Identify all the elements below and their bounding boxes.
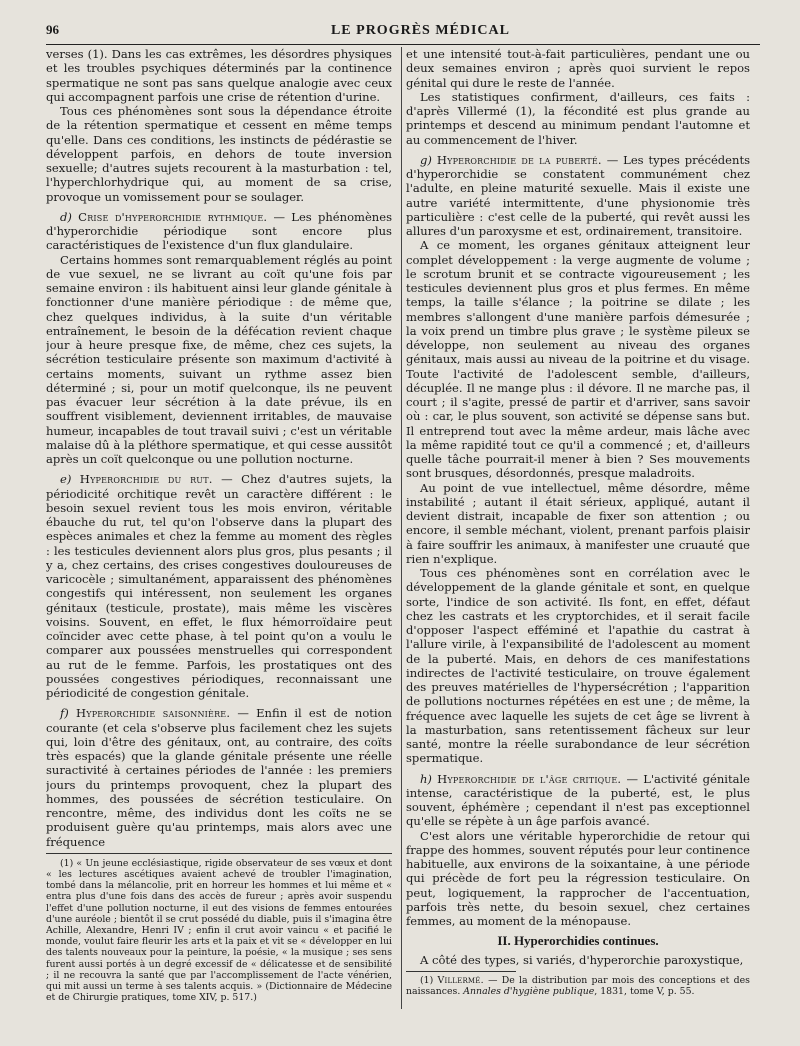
right-column <box>398 47 750 1003</box>
section-label: e) <box>60 472 72 487</box>
page-header <box>46 22 760 40</box>
page-number: 96 <box>46 22 59 37</box>
section-label: f) <box>60 706 69 721</box>
footnote-right <box>406 975 750 997</box>
running-title: LE PROGRÈS MÉDICAL <box>330 23 510 38</box>
footnote-rule <box>406 971 516 972</box>
section-text: — L'activité génitale intense, caractéristique de la puberté, est, le plus souvent, éphémère ; cependant il n'est pas exceptionnel qu'elle se répète à un âge parfois avancé. <box>406 771 750 829</box>
section-text: — Les phénomènes d'hyperorchidie périodique sont encore plus caractéristiques de l'existence d'un flux glandulaire. <box>46 209 393 253</box>
column-divider <box>401 47 402 1009</box>
left-column <box>46 47 398 1003</box>
footnote-rule <box>46 853 392 854</box>
section-heading-g: Hyperorchidie de la puberté. <box>436 152 602 167</box>
paragraph: Certains hommes sont remarquablement réglés au point de vue sexuel, ne se livrant au coït qu'une fois par semaine environ : ils habituent ainsi leur glande génitale à fonctionner d'une manière périodique : de même que, chez quelques individus, à la suite d'un véritable entraînement, le besoin de la défécation revient chaque jour à heure presque fixe, de même, chez ces sujets, la sécrétion testiculaire présente son maximum d'activité à certains moments, suivant un rythme assez bien déterminé ; si, pour un motif quelconque, ils ne peuvent pas évacuer leur sécrétion à la date prévue, ils en souffrent visiblement, deviennent irritables, de mauvaise humeur, incapables de tout travail suivi ; c'est un véritable malaise dû à la pléthore spermatique, et qui cesse aussitôt après un coït quelconque ou une pollution nocturne. <box>46 252 392 466</box>
paragraph: C'est alors une véritable hyperorchidie de retour qui frappe des hommes, souvent réputés pour leur continence habituelle, aux environs de la soixantaine, à une période qui précède de fort peu la régression testiculaire. On peut, logiquement, la rapprocher de l'accentuation, parfois très nette, du besoin sexuel, chez certaines femmes, au moment de la ménopause. <box>406 828 750 928</box>
section-d <box>46 210 392 253</box>
section-heading-h: Hyperorchidie de l'âge critique. <box>437 771 622 786</box>
footnote-text: — De la distribution par mois des conceptions et des naissances. <box>406 974 750 997</box>
header-rule <box>46 44 760 45</box>
paragraph: A côté des types, si variés, d'hyperorchie paroxystique, <box>420 952 744 967</box>
footnote-ref: , 1831, tome V, p. 55. <box>594 985 695 997</box>
section-e <box>46 472 392 700</box>
section-heading-e: Hyperorchidie du rut. <box>79 472 213 487</box>
paragraph: verses (1). Dans les cas extrêmes, les désordres physiques et les troubles psychiques déterminés par la continence spermatique ne sont pas sans quelque analogie avec ceux qui accompagnent parfois une crise de rétention d'urine. <box>46 47 392 104</box>
section-text: — Enfin il est de notion courante (et cela s'observe plus facilement chez les sujets qui, loin d'être des génitaux, ont, au contraire, des coïts très espacés) que la glande génitale présente une réelle suractivité à certaines périodes de l'année : les premiers jours du printemps provoquent, chez la plupart des hommes, des poussées de sécrétion testiculaire. On rencontre, même, des individus dont les coïts ne se produisent guère qu'au printemps, mais alors avec une fréquence <box>46 706 392 849</box>
footnote-left: (1) « Un jeune ecclésiastique, rigide observateur de ses vœux et dont « les lectures ascétiques avaient achevé de troubler l'imagination, tombé dans la mélancolie, prit en horreur les hommes et lui même et « entra plus d'une fois dans des accès de fureur ; après avoir suspendu l'effet d'une pollution nocturne, il eut des visions de femmes entourées d'une auréole ; bientôt il se crut possédé du diable, puis il s'imagina être Achille, Alexandre, Henri IV ; enfin il crut avoir vaincu « et pacifié le monde, voulut faire fleurir les arts et la paix et vit se « développer en lui des talents nouveaux pour la peinture, la poésie, « la musique ; ses sens furent aussi portés à un degré excessif de « délicatesse et de sensibilité ; il ne recouvra la santé que par l'accomplissement de l'acte vénérien, qui mit aussi un terme à ses talents acquis. » (Dictionnaire de Médecine et de Chirurgie pratiques, tome XIV, p. 517.) <box>46 857 392 1004</box>
section-label: g) <box>420 152 432 167</box>
footnote-author: Villermé. <box>437 974 484 986</box>
section-heading-d: Crise d'hyperorchidie rythmique. <box>78 209 268 224</box>
section-f <box>46 706 392 849</box>
section-label: d) <box>60 209 72 224</box>
section-label: h) <box>420 771 432 786</box>
paragraph: et une intensité tout-à-fait particulières, pendant une ou deux semaines environ ; après quoi survient le repos génital qui dure le reste de l'année. <box>406 47 750 90</box>
paragraph: Au point de vue intellectuel, même désordre, même instabilité ; autant il était sérieux, appliqué, autant il devient distrait, incapable de fixer son attention ; ou encore, il semble méchant, violent, prenant parfois plaisir à faire souffrir les animaux, à manifester une cruauté que rien n'explique. <box>406 480 750 566</box>
paragraph: Tous ces phénomènes sont sous la dépendance étroite de la rétention spermatique et cessent en même temps qu'elle. Dans ces conditions, les instincts de pédérastie se développent parfois, en dehors de toute inversion sexuelle; d'autres sujets recourent à la masturbation : tel, l'hyperchlorhydrique qui, au moment de sa crise, provoque un vomissement pour se soulager. <box>46 104 392 204</box>
paragraph: Les statistiques confirment, d'ailleurs, ces faits : d'après Villermé (1), la fécondité est plus grande au printemps et descend au minimum pendant l'automne et au commencement de l'hiver. <box>406 89 750 147</box>
section-g <box>406 153 750 239</box>
paragraph: Tous ces phénomènes sont en corrélation avec le développement de la glande génitale et sont, en quelque sorte, l'indice de son activité. Ils font, en effet, défaut chez les castrats et les cryptorchides, et il serait facile d'opposer l'aspect efféminé et l'apathie du castrat à l'allure virile, à l'expansibilité de l'adolescent au moment de la puberté. Mais, en dehors de ces manifestations indirectes de l'activité testiculaire, on trouve également des preuves matérielles de l'hypersécrétion ; l'apparition de pollutions nocturnes répétées en est une ; de même, la fréquence avec laquelle les sujets de cet âge se livrent à la masturbation, sans retentissement fâcheux sur leur santé, montre la réelle surabondance de leur sécrétion spermatique. <box>406 566 750 766</box>
text-columns <box>46 47 760 1003</box>
section-h <box>406 772 750 829</box>
paragraph: A ce moment, les organes génitaux atteignent leur complet développement : la verge augmente de volume ; le scrotum brunit et se contracte vigoureusement ; les testicules deviennent plus gros et plus fermes. En même temps, la taille s'élance ; la poitrine se dilate ; les membres s'allongent d'une manière parfois démesurée ; la voix prend un timbre plus grave ; le système pileux se développe, non seulement au niveau des organes génitaux, mais aussi au niveau de la poitrine et du visage. Toute l'activité de l'adolescent semble, d'ailleurs, décuplée. Il ne mange plus : il dévore. Il ne marche pas, il court ; il s'agite, pressé de partir et d'arriver, sans savoir où : car, le plus souvent, son activité se dépense sans but. Il entreprend tout avec la même ardeur, mais lâche avec la même rapidité tout ce qu'il a commencé ; et, d'ailleurs quelle tâche pourrait-il mener à bien ? Ses mouvements sont brusques, désordonnés, presque maladroits. <box>406 238 750 481</box>
section-text: — Chez d'autres sujets, la périodicité orchitique revêt un caractère différent : le besoin sexuel revient tous les mois environ, véritable ébauche du rut, tel qu'on l'observe dans la plupart des espèces animales et chez la femme au moment des règles : les testicules deviennent alors plus gros, plus pesants ; il y a, chez certains, des crises congestives douloureuses de varicocèle ; simultanément, apparaissent des phénomènes congestifs qui intéressent, non seulement les organes génitaux (testicule, prostate), mais même les viscères voisins. Souvent, en effet, le flux hémorroïdaire peut coïncider avec cette phase, à tel point qu'on a voulu le comparer aux poussées menstruelles qui correspondent au rut de le femme. Parfois, les prostatiques ont des poussées congestives périodiques, reconnaissant une périodicité de congestion génitale. <box>46 472 393 700</box>
footnote-journal: Annales d'hygiène publique <box>463 985 595 997</box>
footnote-number: (1) <box>420 974 434 986</box>
section-heading-continues: II. Hyperorchidies continues. <box>497 933 659 949</box>
section-text: — Les types précédents d'hyperorchidie se constatent communément chez l'adulte, en pleine maturité sexuelle. Mais il existe une autre variété intermittente, d'une physionomie très particulière : c'est celle de la puberté, qui revêt aussi les allures d'un paroxysme et est, ordinairement, transitoire. <box>406 152 750 238</box>
section-heading-f: Hyperorchidie saisonnière. <box>75 706 231 721</box>
